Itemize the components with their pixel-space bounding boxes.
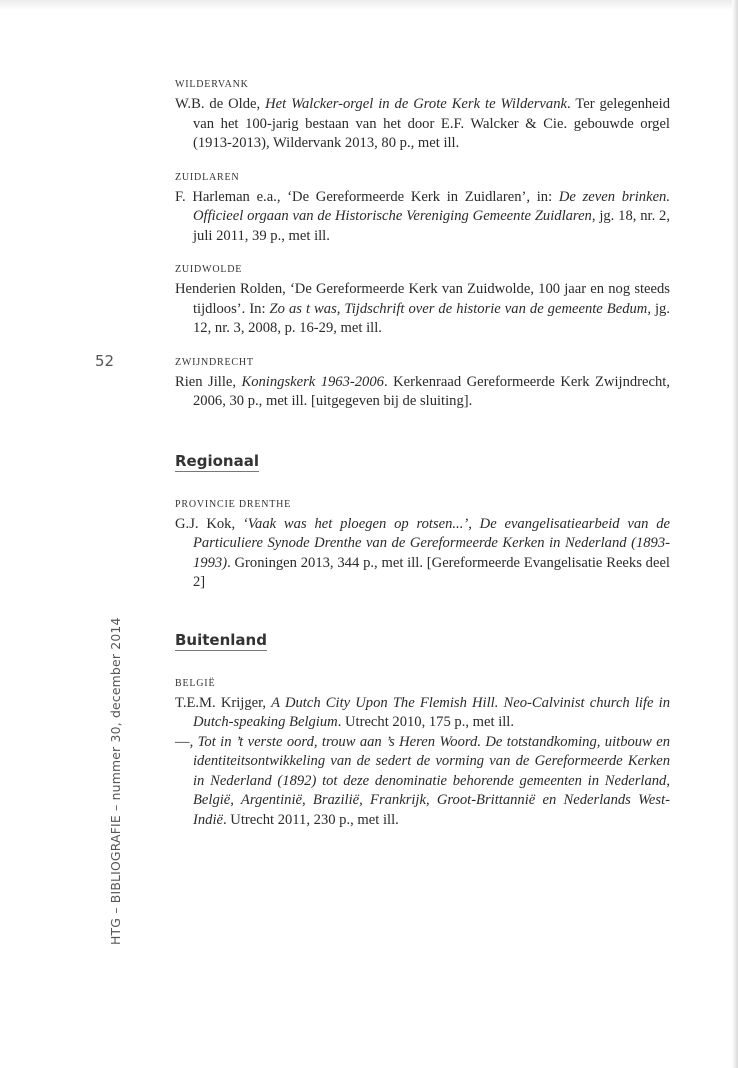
title-italic: A Dutch City Upon The Flemish Hill. Neo-Calvinist church life in Dutch-speaking Belgium (193, 694, 671, 730)
page-top-edge (0, 0, 738, 10)
page-number: 52 (95, 352, 115, 370)
title-italic: Zo as t was, Tijdschrift over de historie van de gemeente Bedum (269, 300, 648, 317)
reference-segment: W.B. de Olde, (175, 96, 266, 112)
entry-wildervank (175, 78, 670, 154)
reference-text (175, 188, 670, 247)
reference-segment: G.J. Kok, (175, 515, 243, 532)
section-heading-buitenland: Buitenland (175, 630, 267, 649)
reference-text (175, 95, 670, 154)
place-heading: ZUIDWOLDE (175, 264, 243, 275)
bibliography-content (175, 78, 670, 830)
place-heading: ZUIDLAREN (175, 171, 240, 183)
place-heading: BELGIË (175, 677, 216, 689)
reference-segment: , jg. 18, nr. 2, juli 2011, 39 p., met ill. (193, 208, 671, 244)
entry-zwijndrecht (175, 356, 670, 412)
reference-text (175, 694, 670, 733)
reference-segment: . Utrecht 2011, 230 p., met ill. (223, 811, 399, 828)
reference-segment: , jg. 12, nr. 3, 2008, p. 16-29, met ill. (193, 300, 670, 336)
place-heading: ZWIJNDRECHT (175, 356, 254, 368)
entry-zuidwolde (175, 263, 670, 339)
reference-segment: Henderien Rolden, ‘De Gereformeerde Kerk van Zuidwolde, 100 jaar en nog steeds tijdloos’. In: (175, 281, 670, 317)
running-head: HTG – BIBLIOGRAFIE – nummer 30, december 2014 (108, 617, 123, 945)
entry-provincie-drenthe (175, 498, 670, 593)
reference-segment: . Kerkenraad Gereformeerde Kerk Zwijndrecht, 2006, 30 p., met ill. [uitgegeven bij de sluiting]. (193, 373, 670, 409)
reference-segment: . Groningen 2013, 344 p., met ill. [Gereformeerde Evangelisatie Reeks deel 2] (193, 554, 670, 590)
reference-segment: . Utrecht 2010, 175 p., met ill. (337, 714, 515, 730)
reference-segment: F. Harleman e.a., ‘De Gereformeerde Kerk in Zuidlaren’, in: (175, 188, 559, 205)
reference-text (175, 733, 670, 831)
title-italic: Koningskerk 1963-2006 (241, 373, 384, 390)
reference-segment: —, (175, 733, 198, 750)
reference-segment: T.E.M. Krijger, (175, 694, 272, 711)
entry-belgie (175, 677, 670, 831)
page-right-edge (732, 0, 738, 1068)
reference-text (175, 515, 670, 593)
reference-text (175, 280, 670, 339)
reference-segment: . Ter gelegenheid van het 100-jarig bestaan van het door E.F. Walcker & Cie. gebouwde orgel (1913-2013), Wildervank 2013, 80 p., met ill. (193, 96, 671, 151)
title-italic: De zeven brinken. Officieel orgaan van de Historische Vereniging Gemeente Zuidlaren (193, 188, 670, 224)
title-italic: Tot in ’t verste oord, trouw aan ’s Heren Woord. De totstandkoming, uitbouw en identiteitsontwikkeling van de sedert de vorming van de Gereformeerde Kerken in Nederland (1892) tot deze denominatie behorende gemeenten in Nederland, België, Argentinië, Brazilië, Frankrijk, Groot-Brittannië en Nederlands West-Indië (193, 733, 670, 828)
title-italic: Het Walcker-orgel in de Grote Kerk te Wildervank (265, 96, 567, 112)
reference-text (175, 373, 670, 412)
entry-zuidlaren (175, 171, 670, 247)
title-italic: ‘Vaak was het ploegen op rotsen...’, De evangelisatiearbeid van de Particuliere Synode Drenthe van de Gereformeerde Kerken in Nederland (1893-1993) (193, 515, 671, 571)
place-heading: WILDERVANK (175, 79, 249, 90)
section-heading-regionaal: Regionaal (175, 451, 259, 470)
place-heading: PROVINCIE DRENTHE (175, 498, 292, 510)
reference-segment: Rien Jille, (175, 373, 242, 390)
